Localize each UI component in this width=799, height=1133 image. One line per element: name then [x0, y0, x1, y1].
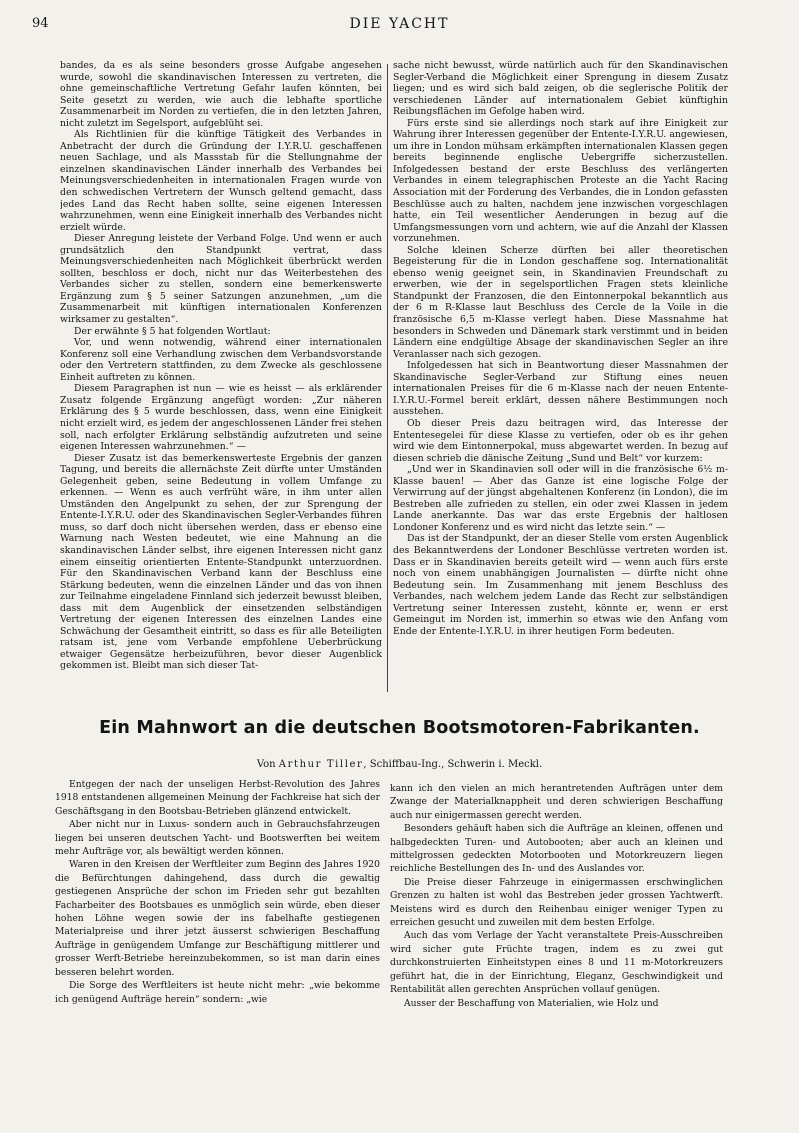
article2-left-column	[55, 778, 380, 1120]
paragraph: Diesem Paragraphen ist nun — wie es heisst — als erklärender Zusatz folgende Ergänzung angefügt worden: „Zur näheren Erklärung des § 5 wurde beschlossen, dass, wenn eine Einigkeit nicht erzielt wird, es jedem der angeschlossenen Länder frei stehen soll, nach erfolgter Erklärung selbständig aufzutreten und seine eigenen Interessen wahrzunehmen.“ —	[60, 383, 382, 453]
paragraph: Aber nicht nur in Luxus- sondern auch in Gebrauchsfahrzeugen liegen bei unseren deutschen Yacht- und Bootswerften bei weitem mehr Aufträge vor, als bewältigt werden können.	[55, 819, 380, 858]
paragraph: Die Preise dieser Fahrzeuge in einigermassen erschwinglichen Grenzen zu halten ist wohl das Bestreben jeder grossen Yachtwerft. Meistens wird es durch den Reihenbau einiger weniger Typen zu erreichen gesucht und zuweilen mit dem besten Erfolge.	[390, 876, 723, 929]
author-name: Arthur Tiller	[278, 759, 364, 770]
paragraph: sache nicht bewusst, würde natürlich auch für den Skandinavischen Segler-Verband die Möglichkeit einer Sprengung in diesem Zusatz liegen; und es wird sich bald zeigen, ob die seglerische Politik der verschiedenen Länder auf internationalem Gebiet künftighin Reibungsflächen im Gefolge haben wird.	[393, 60, 728, 118]
paragraph: Besonders gehäuft haben sich die Aufträge an kleinen, offenen und halbgedeckten Turen- und Autobooten; aber auch an kleinen und mittelgrossen gedeckten Motorbooten und Motorkreuzern liegen reichliche Bestellungen des In- und des Auslandes vor.	[390, 823, 723, 875]
paragraph: Auch das vom Verlage der Yacht veranstaltete Preis-Ausschreiben wird sicher gute Früchte tragen, indem es zu zwei gut durchkonstruierten Einheitstypen eines 8 und 11 m-Motorkreuzers geführt hat, die in der Einrichtung, Eleganz, Geschwindigkeit und Rentabilität allen gerechten Ansprüchen vollauf genügen.	[390, 930, 723, 996]
paragraph: Der erwähnte § 5 hat folgenden Wortlaut:	[74, 325, 271, 337]
author-affiliation: , Schiffbau-Ing., Schwerin i. Meckl.	[363, 759, 543, 770]
quote-paragraph: „Und wer in Skandinavien soll oder will in die französische 6½ m-Klasse bauen! — Aber das Ganze ist eine logische Folge der Verwirrung auf der jüngst abgehaltenen Konferenz (in London), die im Bestreben alle zufrieden zu stellen, ein oder zwei Klassen in jedem Lande anerkannte. Das war das erste Ergebnis der haltlosen Londoner Konferenz und es wird nicht das letzte sein.“ —	[393, 464, 728, 533]
column-divider	[387, 64, 388, 692]
article1-left-column	[60, 60, 382, 700]
page-number: 94	[32, 16, 49, 31]
paragraph: Als Richtlinien für die künftige Tätigkeit des Verbandes in Anbetracht der durch die Gründung der I.Y.R.U. geschaffenen neuen Sachlage, und als Massstab für die Stellungnahme der einzelnen skandinavischen Länder innerhalb des Verbandes bei Meinungsverschiedenheiten in internationalen Fragen wurde von den schwedischen Vertretern der Wunsch geltend gemacht, dass jedes Land das Recht haben sollte, seine eigenen Interessen wahrzunehmen, wenn eine Einigkeit innerhalb des Verbandes nicht erzielt würde.	[60, 129, 382, 233]
paragraph: Waren in den Kreisen der Werftleiter zum Beginn des Jahres 1920 die Befürchtungen dahingehend, dass durch die gewaltig gestiegenen Ansprüche der schon im Frieden sehr gut bezahlten Facharbeiter des Bootsbaues es unmöglich sein würde, eben dieser hohen Löhne wegen sowie der ins fabelhafte gestiegenen Materialpreise und ihrer jetzt äusserst schwierigen Beschaffung Aufträge in genügendem Umfange zur Beschäftigung mittlerer und grosser Werft-Betriebe hereinzubekommen, so ist man darin eines besseren belehrt worden.	[55, 859, 380, 978]
paragraph: Fürs erste sind sie allerdings noch stark auf ihre Einigkeit zur Wahrung ihrer Interessen gegenüber der Entente-I.Y.R.U. angewiesen, um ihre in London mühsam erkämpften internationalen Klassen gegen bereits beginnende englische Uebergriffe sicherzustellen. Infolgedessen bestand der erste Beschluss des verlängerten Verbandes in einem telegraphischen Proteste an die Yacht Racing Association mit der Forderung des Verbandes, die in London gefassten Beschlüsse auch zu halten, nachdem jene inzwischen vorgeschlagen hatte, ein Teil wesentlicher Aenderungen in bezug auf die Umfangsmessungen vorn und achtern, wie auf die Anzahl der Klassen vorzunehmen.	[393, 117, 728, 245]
paragraph: Infolgedessen hat sich in Beantwortung dieser Massnahmen der Skandinavische Segler-Verband zur Stiftung eines neuen internationalen Preises für die 6 m-Klasse nach der neuen Entente-I.Y.R.U.-Formel bereit erklärt, dessen nähere Bestimmungen noch ausstehen.	[393, 360, 728, 418]
paragraph: bandes, da es als seine besonders grosse Aufgabe angesehen wurde, sowohl die skandinavischen Interessen zu vertreten, die ohne gemeinschaftliche Vertretung Gefahr laufen könnten, bei Seite gesetzt zu werden, wie auch die lebhafte sportliche Zusammenarbeit im Norden zu vertiefen, die in den letzten Jahren, nicht zuletzt im Segelsport, aufgeblüht sei.	[60, 60, 382, 129]
paragraph: Solche kleinen Scherze dürften bei aller theoretischen Begeisterung für die in London geschaffene sog. Internationalität ebenso wenig geeignet sein, in Skandinavien Freundschaft zu erwerben, wie der in segelsportlichen Fragen stets kleinliche Standpunkt der Franzosen, die den Eintonnerpokal bekanntlich aus der 6 m R-Klasse laut Beschluss des Cercle de la Voile in die französische 6,5 m-Klasse verlegt haben. Diese Massnahme hat besonders in Schweden und Dänemark stark verstimmt und in beiden Ländern eine endgültige Absage der skandinavischen Segler an ihre Veranlasser nach sich gezogen.	[393, 244, 728, 360]
paragraph: Dieser Zusatz ist das bemerkenswerteste Ergebnis der ganzen Tagung, und bereits die allernächste Zeit dürfte unter Umständen Gelegenheit geben, seine Bedeutung in vollem Umfange zu erkennen. — Wenn es auch verfrüht wäre, in ihm unter allen Umständen den Angelpunkt zu sehen, der zur Sprengung der Entente-I.Y.R.U. oder des Skandinavischen Segler-Verbandes führen muss, so darf doch nicht übersehen werden, dass er ebenso eine Warnung nach Westen bedeutet, wie eine Mahnung an die skandinavischen Länder selbst, ihre eigenen Interessen nicht ganz einem einseitig orientierten Entente-Standpunkt unterzuordnen. Für den Skandinavischen Verband kann der Beschluss eine Stärkung bedeuten, wenn die einzelnen Länder und das von ihnen zur Teilnahme eingeladene Finnland sich jederzeit bewusst bleiben, dass mit dem Augenblick der einsetzenden selbständigen Vertretung der eigenen Interessen des einzelnen Landes eine Schwächung der Gesamtheit eintritt, so dass es für alle Beteiligten ratsam ist, jene vom Verbande empfohlene Ueberbrückung etwaiger Gegensätze herbeizuführen, bevor dieser Augenblick gekommen ist. Bleibt man sich dieser Tat-	[60, 452, 382, 672]
running-header	[32, 16, 767, 38]
article1-right-column	[393, 60, 728, 700]
paragraph: Vor, und wenn notwendig, während einer internationalen Konferenz soll eine Verhandlung zwischen dem Verbandsvorstande oder den Vertretern stattfinden, zu dem Zwecke als geschlossene Einheit auftreten zu können.	[60, 337, 382, 383]
article-title: Ein Mahnwort an die deutschen Bootsmotoren-Fabrikanten.	[99, 718, 700, 738]
paragraph: Das ist der Standpunkt, der an dieser Stelle vom ersten Augenblick des Bekanntwerdens der Londoner Beschlüsse vertreten worden ist. Dass er in Skandinavien bereits geteilt wird — wenn auch fürs erste noch von einem unabhängigen Journalisten — dürfte nicht ohne Bedeutung sein. Im Zusammenhang mit jenem Beschluss des Verbandes, nach welchem jedem Lande das Recht zur selbständigen Vertretung seiner Interessen zusteht, könnte er, wenn er erst Gemeingut im Norden ist, immerhin so etwas wie den Anfang vom Ende der Entente-I.Y.R.U. in ihrer heutigen Form bedeuten.	[393, 533, 728, 637]
byline-prefix: Von	[256, 759, 276, 770]
paragraph: Die Sorge des Werftleiters ist heute nicht mehr: „wie bekomme ich genügend Aufträge herein“ sondern: „wie	[55, 980, 380, 1005]
paragraph: kann ich den vielen an mich herantretenden Aufträgen unter dem Zwange der Materialknappheit und deren schwierigen Beschaffung auch nur einigermassen gerecht werden.	[390, 783, 723, 821]
journal-title: DIE YACHT	[349, 16, 450, 32]
byline	[20, 759, 779, 770]
paragraph: Dieser Anregung leistete der Verband Folge. Und wenn er auch grundsätzlich den Standpunkt vertrat, dass Meinungsverschiedenheiten nach Möglichkeit überbrückt werden sollten, beschloss er doch, nicht nur das Weiterbestehen des Verbandes sicher zu stellen, sondern eine bemerkenswerte Ergänzung zum § 5 seiner Satzungen anzunehmen, „um die Zusammenarbeit mit künftigen internationalen Konferenzen wirksamer zu gestalten“.	[60, 233, 382, 326]
paragraph: Ausser der Beschaffung von Materialien, wie Holz und	[404, 997, 659, 1009]
paragraph: Entgegen der nach der unseligen Herbst-Revolution des Jahres 1918 entstandenen allgemeinen Meinung der Fachkreise hat sich der Geschäftsgang in den Bootsbau-Betrieben glänzend entwickelt.	[55, 779, 380, 817]
article2-right-column	[390, 782, 723, 1120]
paragraph: Ob dieser Preis dazu beitragen wird, das Interesse der Ententesegelei für diese Klasse zu vertiefen, oder ob es ihr gehen wird wie dem Eintonnerpokal, muss abgewartet werden. In bezug auf diesen schrieb die dänische Zeitung „Sund und Belt“ vor kurzem:	[393, 417, 728, 464]
